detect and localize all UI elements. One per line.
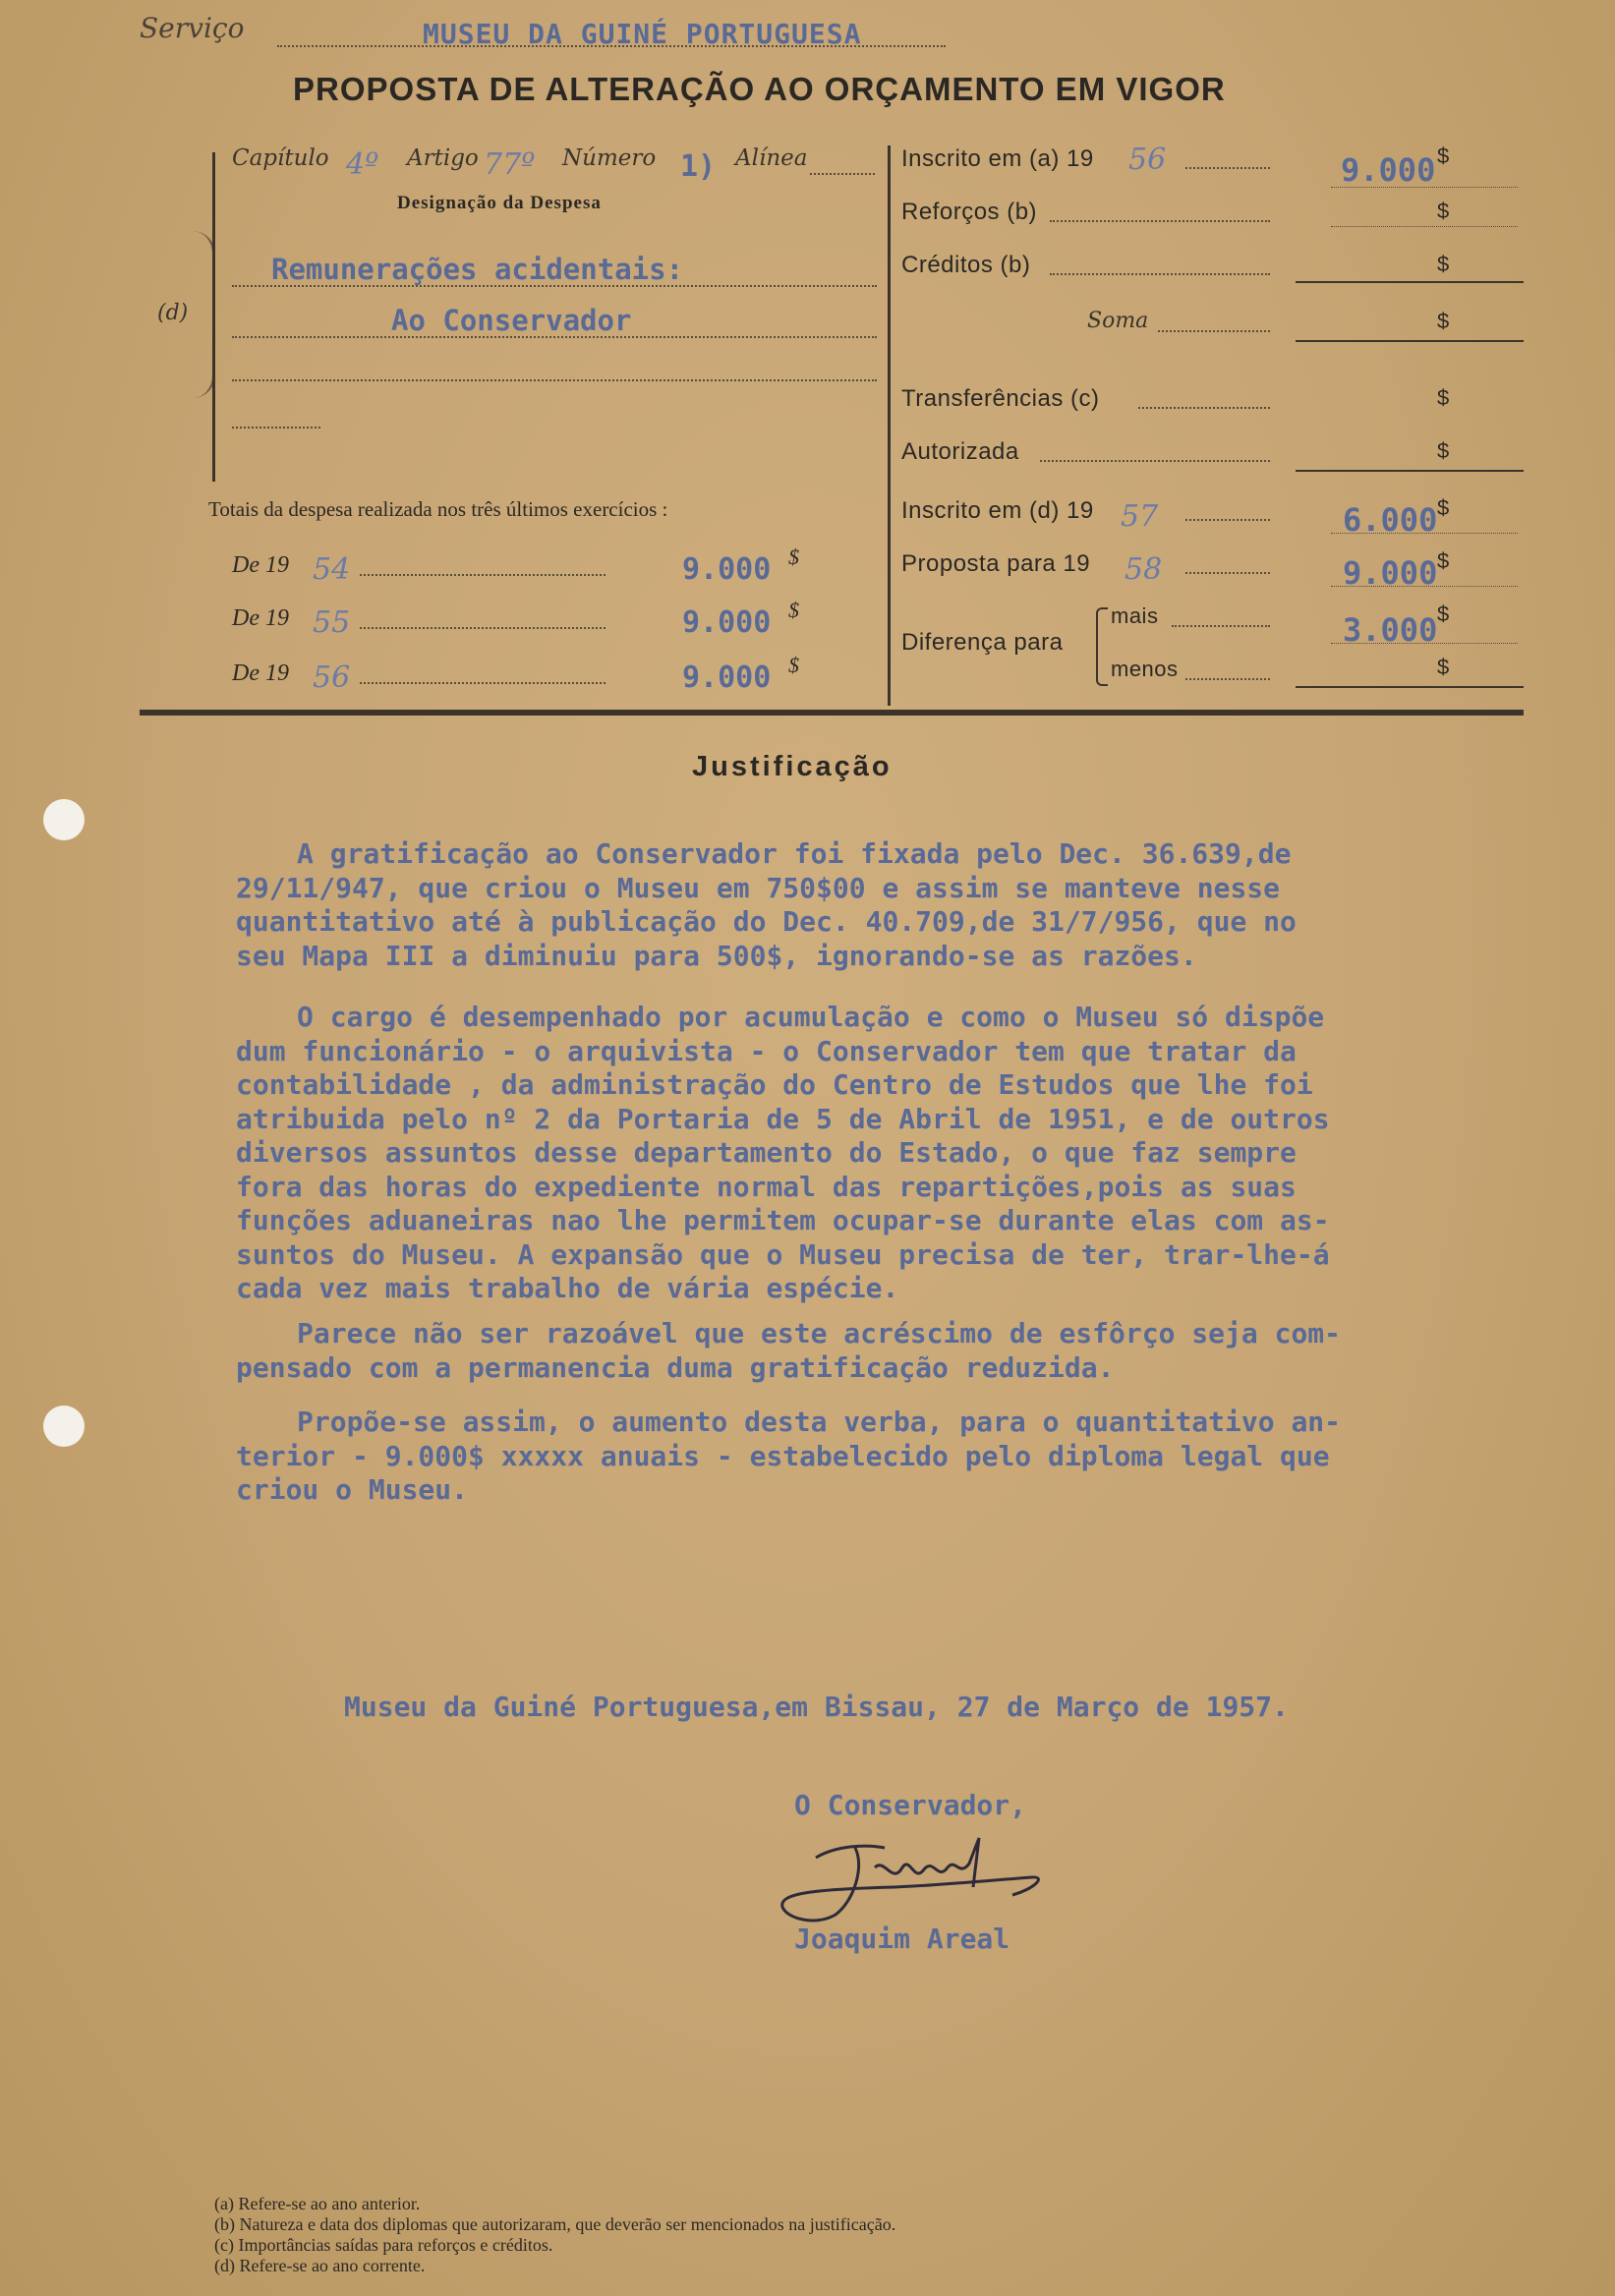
servico-label: Serviço — [140, 12, 245, 44]
soma-label: Soma — [1087, 309, 1149, 333]
designacao-value-1: Remunerações acidentais: — [271, 253, 684, 286]
reforcos-dots — [1050, 220, 1270, 222]
creditos-label: Créditos (b) — [901, 252, 1031, 278]
mais-currency: $ — [1437, 602, 1450, 626]
punch-hole-bottom — [43, 1406, 85, 1447]
servico-value: MUSEU DA GUINÉ PORTUGUESA — [423, 18, 862, 50]
footnote-a: (a) Refere-se ao ano anterior. — [214, 2194, 421, 2213]
footnote-b: (b) Natureza e data dos diplomas que autorizaram, que deverão ser mencionados na justificação. — [214, 2214, 896, 2234]
mais-amount-line — [1331, 643, 1518, 644]
d-bracket-label: (d) — [157, 301, 189, 325]
inscrito-a-year: 56 — [1128, 143, 1167, 177]
designacao-line-3 — [232, 379, 877, 381]
capitulo-value: 4º — [346, 147, 379, 182]
justification-paragraph-3: Parece não ser razoável que este acréscimo de esfôrço seja com- pensado com a permanencia duma gratificação reduzida. — [236, 1317, 1342, 1384]
inscrito-d-year: 57 — [1121, 499, 1159, 534]
proposta-currency: $ — [1437, 548, 1450, 573]
totals-dots — [360, 574, 606, 576]
menos-dots — [1185, 678, 1270, 680]
inscrito-d-label: Inscrito em (d) 19 — [901, 497, 1094, 524]
inscrito-d-currency: $ — [1437, 495, 1450, 520]
diferenca-label: Diferença para — [901, 629, 1064, 656]
creditos-dots — [1050, 273, 1270, 275]
totals-prefix: De 19 — [232, 552, 289, 578]
totals-year: 55 — [313, 605, 351, 640]
inscrito-a-value: 9.000 — [1341, 151, 1436, 189]
totals-unit: $ — [788, 653, 799, 677]
transferencias-label: Transferências (c) — [901, 385, 1100, 412]
menos-amount-line — [1296, 686, 1524, 688]
totals-prefix: De 19 — [232, 660, 289, 686]
autorizada-currency: $ — [1437, 438, 1450, 463]
totals-year: 56 — [313, 660, 351, 695]
place-date: Museu da Guiné Portuguesa,em Bissau, 27 de Março de 1957. — [344, 1691, 1289, 1723]
proposta-dots — [1185, 572, 1270, 574]
designacao-line-4 — [232, 427, 320, 429]
justification-heading: Justificação — [692, 751, 893, 782]
totals-amount: 9.000 — [682, 660, 772, 695]
totals-row-56 — [232, 653, 822, 696]
transferencias-currency: $ — [1437, 385, 1450, 410]
creditos-currency: $ — [1437, 252, 1450, 276]
proposta-year: 58 — [1125, 552, 1163, 587]
totals-dots — [360, 627, 606, 629]
totals-unit: $ — [788, 598, 799, 622]
proposta-value: 9.000 — [1343, 554, 1438, 592]
justification-paragraph-1: A gratificação ao Conservador foi fixada pelo Dec. 36.639,de 29/11/947, que criou o Museu em 750$00 e assim se manteve nesse quantitativo até à publicação do Dec. 40.709,de 31/7/956, que no seu Mapa III a diminuiu para 500$, ignorando-se as razões. — [236, 837, 1297, 972]
proposta-label: Proposta para 19 — [901, 550, 1091, 577]
section-separator — [140, 710, 1524, 716]
artigo-label: Artigo — [407, 145, 479, 171]
inscrito-a-currency: $ — [1437, 144, 1450, 168]
totals-dots — [360, 682, 606, 684]
reforcos-label: Reforços (b) — [901, 199, 1038, 225]
numero-label: Número — [562, 145, 657, 171]
totals-unit: $ — [788, 545, 799, 569]
inscrito-d-dots — [1185, 519, 1270, 521]
inscrito-a-amount-line — [1331, 187, 1518, 188]
mais-label: mais — [1111, 603, 1159, 628]
artigo-value: 77º — [484, 147, 536, 182]
punch-hole-top — [43, 799, 85, 840]
inscrito-d-amount-line — [1331, 533, 1518, 534]
creditos-amount-line — [1296, 281, 1524, 283]
inscrito-a-label: Inscrito em (a) 19 — [901, 145, 1094, 172]
totals-amount: 9.000 — [682, 605, 772, 640]
bracket-curl — [193, 231, 215, 398]
totals-heading: Totais da despesa realizada nos três últimos exercícios : — [208, 497, 668, 521]
footnote-c: (c) Importâncias saídas para reforços e créditos. — [214, 2235, 553, 2255]
transferencias-dots — [1138, 407, 1270, 409]
capitulo-label: Capítulo — [232, 145, 329, 171]
footnote-d: (d) Refere-se ao ano corrente. — [214, 2256, 426, 2275]
alinea-label: Alínea — [735, 145, 808, 171]
totals-row-54 — [232, 545, 822, 588]
mais-dots — [1172, 625, 1270, 627]
soma-currency: $ — [1437, 309, 1450, 333]
alinea-line — [810, 173, 875, 175]
middle-separator — [888, 145, 891, 706]
signer-role: O Conservador, — [794, 1789, 1027, 1821]
reforcos-currency: $ — [1437, 199, 1450, 223]
designacao-value-2: Ao Conservador — [391, 304, 632, 337]
inscrito-a-dots — [1185, 167, 1270, 169]
soma-dots — [1158, 330, 1270, 332]
menos-currency: $ — [1437, 655, 1450, 679]
totals-row-55 — [232, 598, 822, 641]
proposta-amount-line — [1331, 586, 1518, 587]
totals-year: 54 — [313, 552, 351, 587]
autorizada-dots — [1040, 460, 1270, 462]
justification-paragraph-4: Propõe-se assim, o aumento desta verba, para o quantitativo an- terior - 9.000$ xxxxx anuais - estabelecido pelo diploma legal que criou o Museu. — [236, 1406, 1342, 1506]
signer-name: Joaquim Areal — [794, 1923, 1010, 1955]
autorizada-label: Autorizada — [901, 438, 1019, 465]
totals-amount: 9.000 — [682, 552, 772, 587]
inscrito-d-value: 6.000 — [1343, 501, 1438, 539]
justification-paragraph-2: O cargo é desempenhado por acumulação e como o Museu só dispõe dum funcionário - o arquivista - o Conservador tem que tratar da contabilidade , da administração do Centro de Estudos que lhe foi atribuida pelo nº 2 da Portaria de 5 de Abril de 1951, e de outros diversos assuntos desse departamento do Estado, o que faz sempre fora das horas do expediente normal das repartições,pois as suas funções aduaneiras nao lhe permitem ocupar-se durante elas com as- suntos do Museu. A expansão que o Museu precisa de ter, trar-lhe-á cada vez mais trabalho de vária espécie. — [236, 1001, 1330, 1304]
soma-amount-line — [1296, 340, 1524, 342]
diferenca-brace — [1096, 607, 1108, 686]
designacao-label: Designação da Despesa — [397, 193, 602, 213]
page-title: PROPOSTA DE ALTERAÇÃO AO ORÇAMENTO EM VIGOR — [293, 71, 1226, 107]
numero-value: 1) — [680, 149, 717, 184]
menos-label: menos — [1111, 657, 1179, 681]
mais-value: 3.000 — [1343, 611, 1438, 649]
signature — [777, 1828, 1062, 1936]
autorizada-amount-line — [1296, 470, 1524, 472]
totals-prefix: De 19 — [232, 605, 289, 631]
reforcos-amount-line — [1331, 226, 1518, 227]
